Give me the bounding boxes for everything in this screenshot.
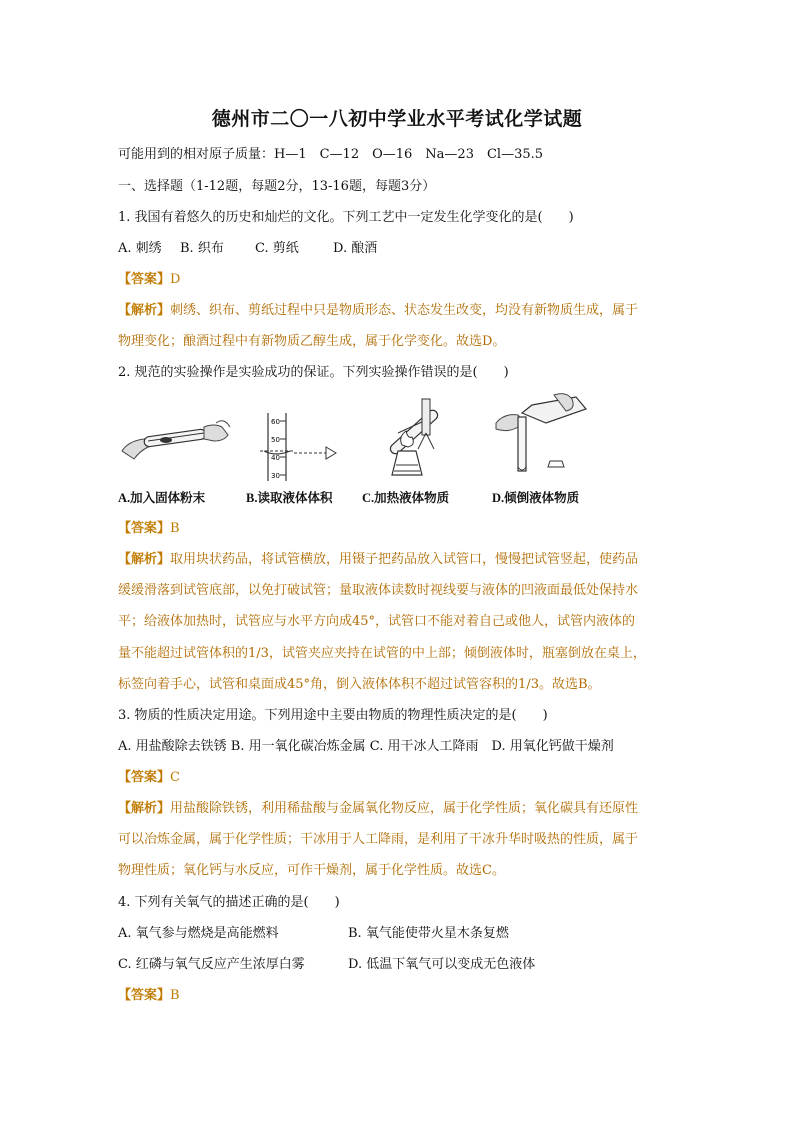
q2-figures: [118, 393, 598, 508]
q2-explain-line-2: 缓缓滑落到试管底部，以免打破试管；量取液体读数时视线要与液体的凹液面最低处保持水: [118, 583, 639, 598]
q4-option-c: C. 红磷与氧气反应产生浓厚白雾: [118, 957, 305, 972]
add-powder-illustration: [118, 393, 238, 483]
q1-explain-line-1: 【解析】刺绣、织布、剪纸过程中只是物质形态、状态发生改变，均没有新物质生成，属于: [118, 303, 639, 318]
figure-b-caption: B.读取液体体积: [246, 491, 333, 505]
q1-option-d: D. 酿酒: [333, 241, 378, 256]
figure-a: [118, 393, 238, 508]
figure-c: [364, 393, 484, 508]
q2-explain-line-4: 量不能超过试管体积的1/3，试管夹应夹持在试管的中上部；倾倒液体时，瓶塞倒放在桌上，: [118, 646, 646, 661]
q2-answer: 【答案】B: [118, 521, 180, 536]
q4-option-d: D. 低温下氧气可以变成无色液体: [348, 957, 536, 972]
q1-option-a: A. 刺绣: [118, 241, 162, 256]
q4-option-a: A. 氧气参与燃烧是高能燃料: [118, 926, 279, 941]
answer-label: 【答案】: [118, 272, 171, 287]
q4-options-row-2: [118, 956, 535, 974]
graduated-cylinder-illustration: [246, 393, 356, 485]
q3-explain-line-2: 可以冶炼金属，属于化学性质；干冰用于人工降雨，是利用了干冰升华时吸热的性质，属于: [118, 832, 639, 847]
figure-b: [246, 393, 366, 508]
q1-answer: [118, 271, 180, 289]
atomic-masses: 可能用到的相对原子质量：H—1 C—12 O—16 Na—23 Cl—35.5: [118, 147, 544, 162]
tick-60: 60: [271, 418, 280, 426]
tick-50: 50: [271, 436, 280, 444]
q1-explain-line-2: 物理变化；酿酒过程中有新物质乙醇生成，属于化学变化。故选D。: [118, 334, 506, 349]
q2-explain-line-5: 标签向着手心，试管和桌面成45°角，倒入液体体积不超过试管容积的1/3。故选B。: [118, 677, 601, 692]
q1-option-b: B. 织布: [180, 241, 224, 256]
answer-value: D: [170, 272, 181, 287]
section-heading: 一、选择题（1-12题，每题2分，13-16题，每题3分）: [118, 179, 436, 194]
figure-d-caption: D.倾倒液体物质: [492, 491, 580, 505]
figure-d: [492, 393, 612, 508]
q3-options: A. 用盐酸除去铁锈 B. 用一氧化碳冶炼金属 C. 用干冰人工降雨 D. 用氧化钙做干燥剂: [118, 739, 614, 754]
q4-options-row-1: [118, 925, 509, 943]
tick-40: 40: [271, 454, 280, 462]
q3-explain-line-3: 物理性质；氧化钙与水反应，可作干燥剂，属于化学性质。故选C。: [118, 863, 505, 878]
q3-explain-line-1: 【解析】用盐酸除铁锈，利用稀盐酸与金属氧化物反应，属于化学性质；氧化碳具有还原性: [118, 801, 639, 816]
q1-option-c: C. 剪纸: [255, 241, 299, 256]
q4-answer: 【答案】B: [118, 988, 180, 1003]
q3-answer: 【答案】C: [118, 770, 180, 785]
tick-30: 30: [271, 472, 280, 480]
q1-stem: 1. 我国有着悠久的历史和灿烂的文化。下列工艺中一定发生化学变化的是( ): [118, 210, 574, 225]
figure-a-caption: A.加入固体粉末: [118, 491, 206, 505]
q2-stem: 2. 规范的实验操作是实验成功的保证。下列实验操作错误的是( ): [118, 365, 509, 380]
q3-stem: 3. 物质的性质决定用途。下列用途中主要由物质的物理性质决定的是( ): [118, 708, 548, 723]
q2-explain-line-3: 平；给液体加热时，试管应与水平方向成45°，试管口不能对着自己或他人，试管内液体的: [118, 614, 636, 629]
q4-stem: 4. 下列有关氧气的描述正确的是( ): [118, 895, 340, 910]
heating-tube-illustration: [364, 393, 484, 485]
q1-options: [118, 240, 377, 258]
explain-label: 【解析】: [118, 303, 171, 318]
exam-title: 德州市二〇一八初中学业水平考试化学试题: [211, 108, 583, 130]
figure-c-caption: C.加热液体物质: [362, 491, 450, 505]
pouring-liquid-illustration: [492, 393, 612, 485]
q2-explain-line-1: 【解析】取用块状药品，将试管横放，用镊子把药品放入试管口，慢慢把试管竖起，使药品: [118, 552, 639, 567]
q4-option-b: B. 氧气能使带火星木条复燃: [348, 926, 509, 941]
